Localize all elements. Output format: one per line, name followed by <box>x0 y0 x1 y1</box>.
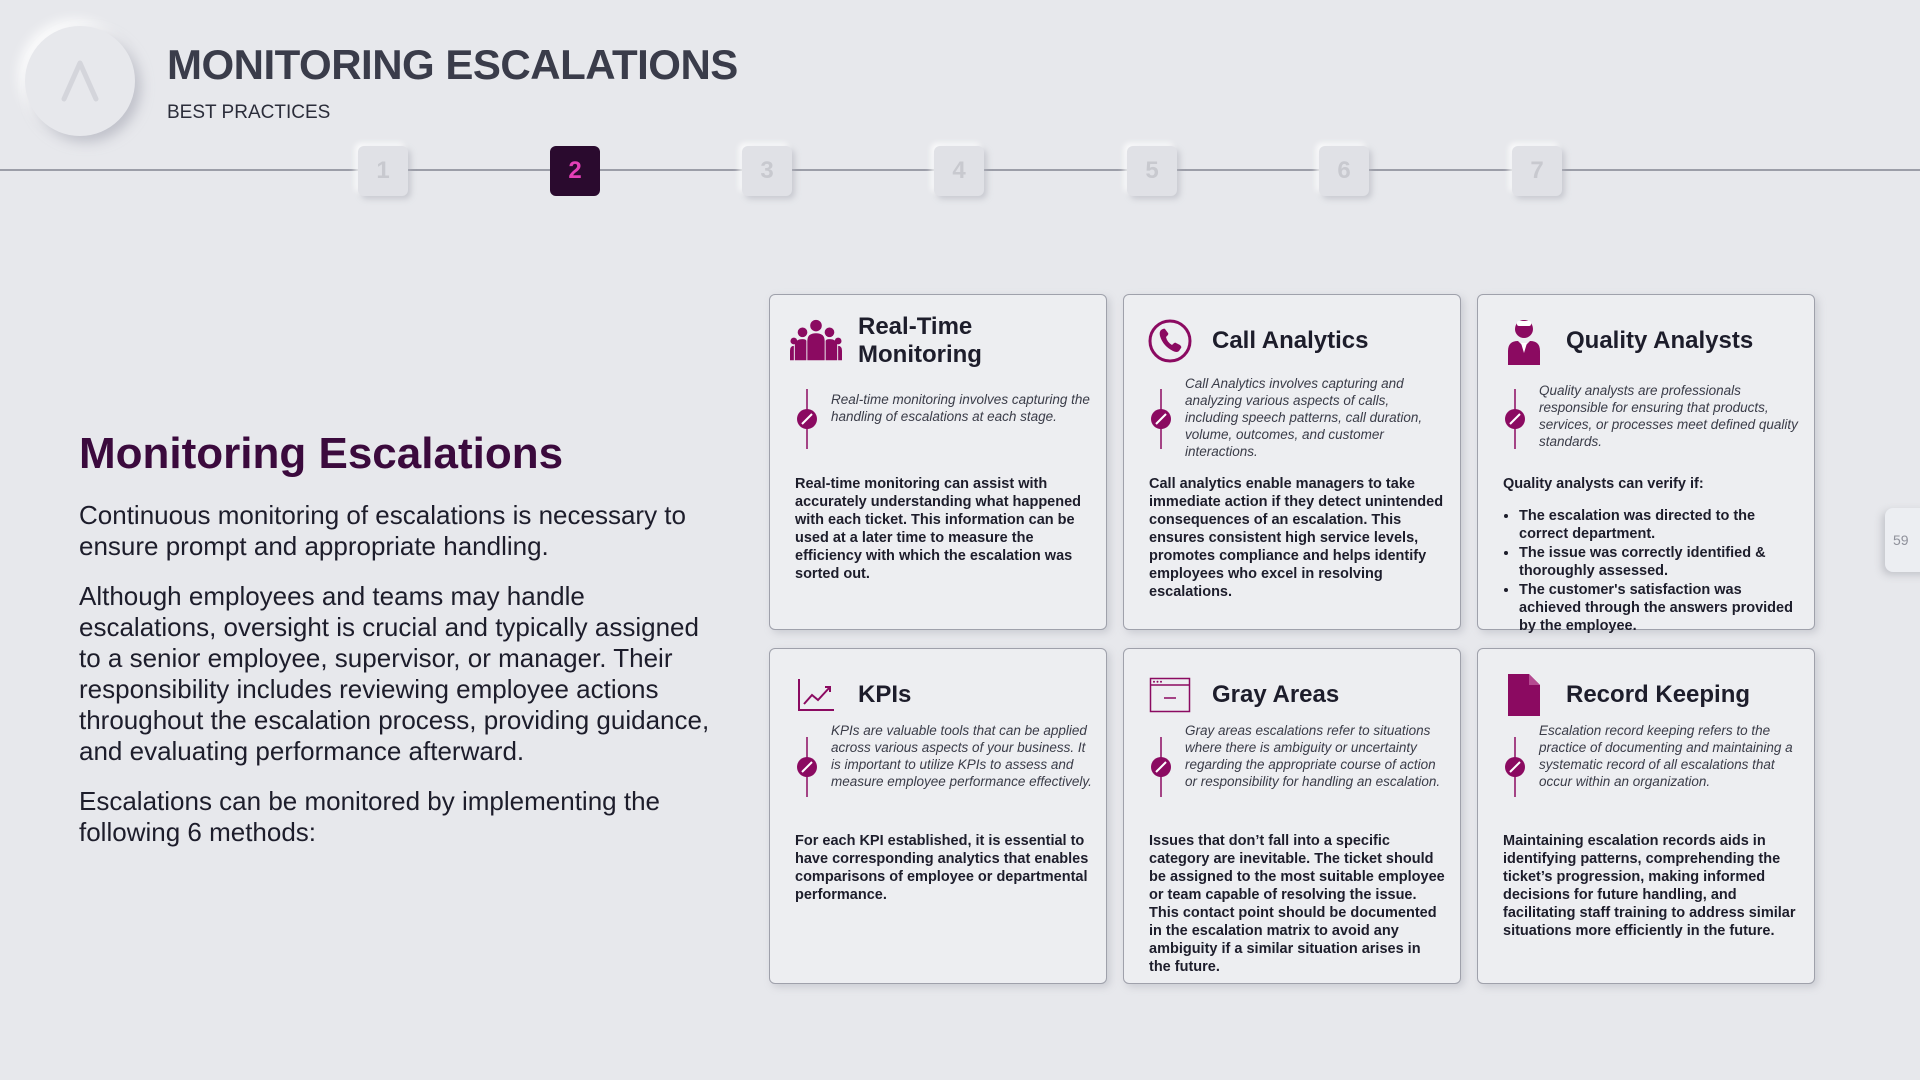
card-body-lead: Quality analysts can verify if: <box>1503 476 1704 492</box>
card-gray-areas <box>1123 648 1461 984</box>
intro-paragraph-1: Continuous monitoring of escalations is necessary to ensure prompt and appropriate handling. <box>79 500 686 562</box>
page-title: MONITORING ESCALATIONS <box>167 41 738 88</box>
header <box>167 41 738 123</box>
card-summary: Call Analytics involves capturing and analyzing various aspects of calls, including speech patterns, call duration, volume, outcomes, and customer interactions. <box>1185 376 1423 459</box>
step-3[interactable]: 3 <box>742 146 792 196</box>
pin-marker-icon <box>1504 737 1526 797</box>
step-2[interactable]: 2 <box>550 146 600 196</box>
pin-marker-icon <box>796 737 818 797</box>
card-title: KPIs <box>858 681 912 708</box>
card-summary: Quality analysts are professionals responsible for ensuring that products, services, or processes meet defined quality standards. <box>1539 383 1798 449</box>
window-icon <box>1144 669 1196 721</box>
line-chart-icon <box>790 669 842 721</box>
intro-paragraph-2: Although employees and teams may handle escalations, oversight is crucial and typically assigned to a senior employee, supervisor, or manager. Their responsibility includes reviewing employee actions throughout the escalation process, providing guidance, and evaluating performance afterward. <box>79 581 710 767</box>
step-7[interactable]: 7 <box>1512 146 1562 196</box>
pin-marker-icon <box>1150 737 1172 797</box>
card-summary: KPIs are valuable tools that can be applied across various aspects of your business. It is important to utilize KPIs to assess and measure employee performance effectively. <box>831 723 1092 789</box>
card-title: Real-Time Monitoring <box>858 313 982 368</box>
card-summary: Real-time monitoring involves capturing the handling of escalations at each stage. <box>831 392 1090 424</box>
pin-marker-icon <box>1504 389 1526 449</box>
page-number: 59 <box>1893 532 1909 548</box>
step-6[interactable]: 6 <box>1319 146 1369 196</box>
document-icon <box>1498 669 1550 721</box>
team-icon <box>790 315 842 367</box>
pin-marker-icon <box>1150 389 1172 449</box>
card-call-analytics <box>1123 294 1461 630</box>
card-real-time-monitoring <box>769 294 1107 630</box>
card-title: Record Keeping <box>1566 681 1751 708</box>
card-summary: Escalation record keeping refers to the practice of documenting and maintaining a systematic record of all escalations that occur within an organization. <box>1539 723 1793 789</box>
intro-panel <box>79 430 719 867</box>
card-title: Gray Areas <box>1212 681 1340 708</box>
card-body: Real-time monitoring can assist with accurately understanding what happened with each ticket. This information can be used at a later time to measure the efficiency with which the escalation was sorted out. <box>795 476 1082 582</box>
page-number-tab[interactable] <box>1885 508 1920 572</box>
card-body: Call analytics enable managers to take immediate action if they detect unintended consequences of an escalation. This ensures consistent high service levels, promotes compliance and helps identify employees who excel in resolving escalations. <box>1149 476 1444 600</box>
logo <box>25 26 135 136</box>
card-body: Maintaining escalation records aids in identifying patterns, comprehending the ticket’s progression, making informed decisions for future handling, and facilitating staff training to address similar situations more efficiently in the future. <box>1503 833 1796 939</box>
step-5[interactable]: 5 <box>1127 146 1177 196</box>
page-subtitle: BEST PRACTICES <box>167 102 331 123</box>
card-body: For each KPI established, it is essential to have corresponding analytics that enables comparisons of employee or departmental performance. <box>795 833 1089 903</box>
card-summary: Gray areas escalations refer to situations where there is ambiguity or uncertainty regarding the appropriate course of action or responsibility for handling an escalation. <box>1185 723 1441 789</box>
intro-paragraph-3: Escalations can be monitored by implementing the following 6 methods: <box>79 786 660 848</box>
card-kpis <box>769 648 1107 984</box>
card-body: Issues that don’t fall into a specific category are inevitable. The ticket should be assigned to the most suitable employee or team capable of resolving the issue. This contact point should be documented in the escalation matrix to avoid any ambiguity if a similar situation arises in the future. <box>1149 833 1445 975</box>
list-item: • The customer's satisfaction was achieved through the answers provided by the employee. <box>1519 581 1800 635</box>
logo-mark-icon <box>50 51 110 111</box>
card-quality-analysts <box>1477 294 1815 634</box>
bullet-list <box>1503 507 1800 635</box>
card-record-keeping <box>1477 648 1815 984</box>
list-item: • The escalation was directed to the correct department. <box>1519 507 1800 543</box>
card-body <box>1503 475 1800 636</box>
list-item: • The issue was correctly identified & thoroughly assessed. <box>1519 544 1800 580</box>
step-1[interactable]: 1 <box>358 146 408 196</box>
card-title: Quality Analysts <box>1566 327 1754 354</box>
card-title: Call Analytics <box>1212 327 1369 354</box>
intro-heading: Monitoring Escalations <box>79 429 564 478</box>
pin-marker-icon <box>796 389 818 449</box>
analyst-icon <box>1498 315 1550 367</box>
step-4[interactable]: 4 <box>934 146 984 196</box>
phone-icon <box>1144 315 1196 367</box>
